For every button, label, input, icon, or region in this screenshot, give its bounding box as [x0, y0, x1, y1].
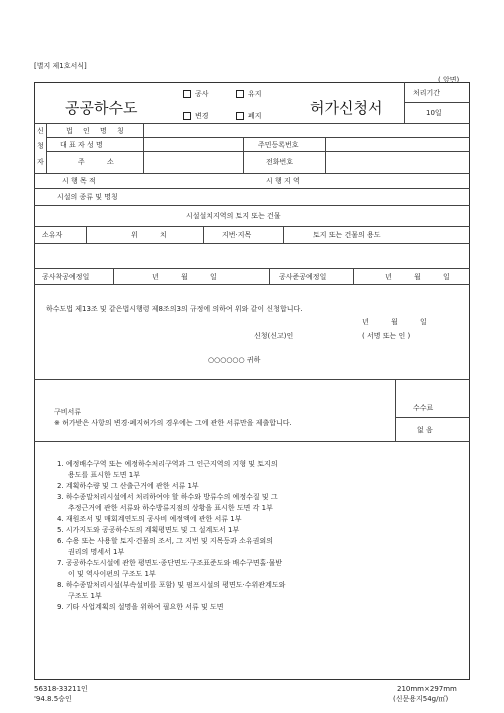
- option-construction-label: 공사: [195, 90, 209, 98]
- checkbox-change[interactable]: [183, 112, 191, 120]
- divider: [34, 173, 470, 174]
- corp-name-label: 법 인 명 칭: [66, 127, 128, 135]
- divider: [34, 123, 470, 124]
- list-item: 이 및 역사이펀의 구조도 1부: [68, 570, 156, 578]
- divider: [243, 137, 244, 173]
- option-maintenance-label: 유지: [248, 90, 262, 98]
- signature-field[interactable]: ( 서명 또는 인 ): [362, 332, 411, 340]
- applicant-side-char: 신: [37, 127, 44, 135]
- form-frame: [34, 82, 470, 680]
- list-item: 3. 하수종말처리시설에서 처리하여야 할 하수와 방류수의 예정수질 및 그: [57, 493, 278, 501]
- signer-label: 신청(신고)인: [254, 332, 294, 340]
- option-abolish-label: 폐지: [248, 112, 262, 120]
- divider: [34, 268, 470, 269]
- applicant-side-char: 자: [37, 158, 44, 166]
- divider: [269, 268, 270, 284]
- checkbox-construction[interactable]: [183, 90, 191, 98]
- fee-label: 수수료: [413, 404, 434, 412]
- divider: [34, 188, 470, 189]
- list-item: 7. 공공하수도시설에 관한 평면도·종단면도·구조표준도와 배수구면홀·물받: [57, 559, 283, 567]
- front-side-label: ( 앞면): [438, 76, 460, 84]
- start-date-value: 년 월 일: [152, 273, 227, 281]
- divider: [113, 268, 114, 284]
- divider: [283, 226, 284, 243]
- divider: [395, 379, 396, 441]
- purpose-label: 시 행 목 적: [62, 177, 96, 185]
- list-item: 9. 기타 사업계획의 설명을 위하여 필요한 서류 및 도면: [57, 603, 224, 611]
- fee-value: 없 음: [417, 426, 433, 434]
- processing-period-value: 10일: [426, 109, 442, 117]
- divider: [34, 441, 470, 442]
- checkbox-abolish[interactable]: [236, 112, 244, 120]
- end-date-label: 공사준공예정일: [279, 273, 327, 281]
- list-item: 1. 예정배수구역 또는 예정하수처리구역과 그 인근지역의 지형 및 토지의: [57, 460, 278, 468]
- form-title-right: 허가신청서: [310, 99, 383, 117]
- divider: [46, 137, 470, 138]
- phone-label: 전화번호: [266, 158, 294, 166]
- approval-date: '94.8.5승인: [34, 695, 72, 703]
- statement-date: 년 월 일: [362, 318, 437, 326]
- divider: [34, 379, 470, 380]
- form-title-left: 공공하수도: [65, 99, 138, 117]
- statement-text: 하수도법 제13조 및 같은법시행령 제8조의3의 규정에 의하여 위와 같이 신청합니다.: [46, 305, 303, 313]
- end-date-value: 년 월 일: [385, 273, 460, 281]
- paper-spec: (신문용지54g/㎡): [393, 695, 449, 703]
- list-item: 5. 시가지도와 공공하수도의 계획평면도 및 그 설계도서 1부: [57, 526, 240, 534]
- lot-column-header: 지번·지목: [222, 231, 252, 239]
- processing-period-label: 처리기간: [413, 89, 441, 97]
- divider: [34, 243, 470, 244]
- representative-label: 대 표 자 성 명: [60, 141, 103, 149]
- checkbox-maintenance[interactable]: [236, 90, 244, 98]
- list-item: 2. 계획하수량 및 그 산출근거에 관한 서류 1부: [57, 482, 199, 490]
- paper-size: 210mm×297mm: [397, 685, 457, 693]
- divider: [34, 205, 470, 206]
- applicant-side-char: 청: [37, 142, 44, 150]
- list-item: 4. 재원조서 및 매회계연도의 공사비 예정액에 관한 서류 1부: [57, 515, 242, 523]
- divider: [46, 151, 470, 152]
- divider: [86, 226, 87, 243]
- option-change-label: 변경: [195, 112, 209, 120]
- owner-column-header: 소유자: [42, 231, 63, 239]
- divider: [34, 226, 470, 227]
- divider: [46, 123, 47, 173]
- start-date-label: 공사착공예정일: [42, 273, 90, 281]
- form-id: [별지 제1호서식]: [34, 62, 87, 70]
- resident-no-label: 주민등록번호: [258, 141, 299, 149]
- divider: [404, 102, 470, 103]
- divider: [34, 284, 470, 285]
- list-item: 추정근거에 관한 서류와 하수방류지점의 상황을 표시한 도면 각 1부: [68, 504, 273, 512]
- list-item: 구조도 1부: [68, 592, 102, 600]
- list-item: 8. 하수종말처리시설(부속설비를 포함) 및 펌프시설의 평면도·수위관계도와: [57, 581, 286, 589]
- list-item: 용도를 표시한 도면 1부: [68, 471, 140, 479]
- documents-note: ※ 허가받은 사항의 변경·폐지허가의 경우에는 그에 관한 서류만을 제출합니다.: [54, 419, 292, 427]
- divider: [395, 417, 470, 418]
- land-section-title: 시설설치지역의 토지 또는 건물: [186, 212, 281, 220]
- area-label: 시 행 지 역: [266, 177, 300, 185]
- divider: [203, 226, 204, 243]
- address-label: 주 소: [78, 158, 124, 166]
- use-column-header: 토지 또는 건물의 용도: [313, 231, 381, 239]
- location-column-header: 위 치: [131, 231, 177, 239]
- facility-label: 시설의 종류 및 명칭: [57, 193, 118, 201]
- divider: [325, 137, 326, 173]
- form-code: 56318-33211인: [34, 685, 88, 693]
- list-item: 6. 수용 또는 사용할 토지·건물의 조서, 그 지번 및 지목등과 소유권외의: [57, 537, 273, 545]
- divider: [353, 268, 354, 284]
- divider: [143, 123, 144, 173]
- recipient-label: ○○○○○○ 귀하: [208, 356, 261, 364]
- list-item: 권리의 명세서 1부: [68, 548, 125, 556]
- documents-title: 구비서류: [54, 408, 82, 416]
